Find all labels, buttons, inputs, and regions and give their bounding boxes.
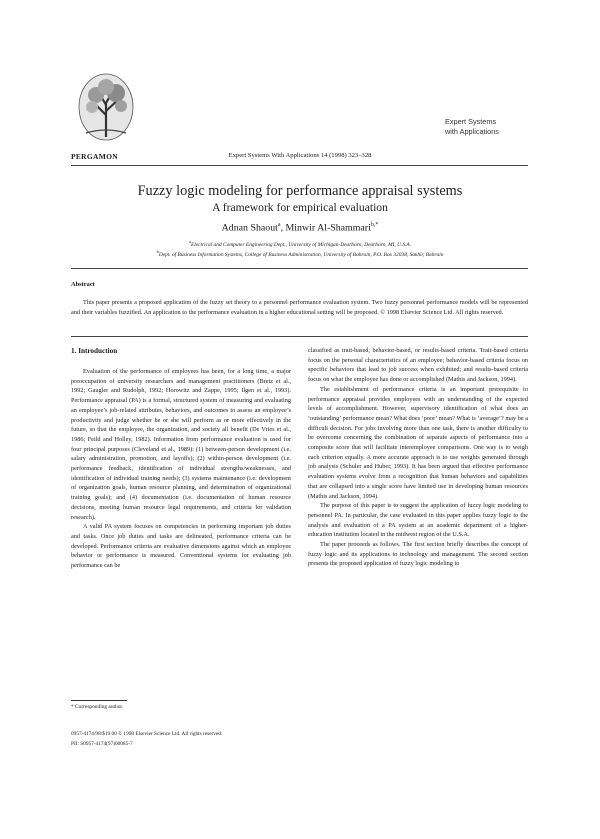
footnote: * Corresponding author.	[71, 704, 124, 710]
author-separator: ,	[280, 222, 286, 234]
affiliation-b: $^b$Dept. of Business Information Systems, College of Business Administration, University of Bahrain, P.O. Box 32038, Sakhir, Bahrain	[156, 249, 444, 258]
paragraph: A valid PA system focuses on competencies in performing important job duties and tasks. Once job duties and tasks are delineated, performance criteria can be developed. Performance criteria are evaluative dimensions against which an employee behavior or performance is measured. Conventional systems for evaluating job performance can be	[71, 523, 291, 570]
abstract-top-rule	[71, 268, 528, 269]
copyright-block	[71, 729, 222, 749]
author-2: Minwir Al-Shammari	[285, 222, 371, 234]
header-rule	[71, 165, 528, 166]
author-2-mark: b,*	[370, 222, 379, 228]
pii-line: PII: S0957-4174(97)00085-7	[71, 741, 133, 747]
abstract-text: This paper presents a proposed application of the fuzzy set theory to a personnel performance evaluation system. Two fuzzy personnel performance models will be represented and their variables fuzzified. An application to the performance evaluation in a higher educational setting will be proposed. © 1998 Elsevier Science Ltd. All rights reserved.	[71, 299, 528, 316]
paragraph: The paper proceeds as follows. The first section briefly describes the concept of fuzzy logic and its applications to technology and management. The second section presents the proposed application of fuzzy logic modeling to	[308, 541, 528, 568]
publisher-name: PERGAMON	[71, 152, 118, 161]
authors	[0, 222, 600, 233]
journal-name-line1: Expert Systems	[445, 117, 497, 126]
paragraph: Evaluation of the performance of employees has been, for a long time, a major preoccupation of university researchers and management practitioners (Bretz et al., 1992; Gaugler and Rudolph, 1992; Horowitz and Zappe, 1995; Ilgen et al., 1993). Performance appraisal (PA) is a formal, structured system of measuring and evaluating an employee’s job-related attributes, behaviors, and outcomes to assess an employee’s productivity and judge whether he or she will perform as or more effectively in the future, so that the employee, the organization, and society all benefit (De Vries et al., 1986; Feild and Holley, 1982). Information from performance evaluation is used for four principal purposes (Cleveland et al., 1989): (1) between-person development (i.e. salary administration, promotion, and layoffs); (2) within-person development (i.e. performance feedback, identification of individual strengths/weaknesses, and identification of individual training needs); (3) systems maintenance (i.e. development of organization goals, human resource planning, and determination of organizational training goals); and (4) documentation (i.e. documentation of human resource decisions, meeting human resource legal requirements, and criteria for validation research).	[71, 368, 291, 521]
footnote-rule	[71, 700, 127, 701]
body-column-left	[71, 367, 291, 571]
section-heading-introduction: 1. Introduction	[71, 347, 118, 355]
abstract-heading: Abstract	[71, 281, 95, 288]
paragraph: The establishment of performance criteria is an important prerequisite to performance appraisal provides employees with an understanding of the expected levels of accomplishment. However, supervisory identification of what does an ‘outstanding’ performance mean? What does ‘poor’ mean? What is ‘average’? may be a difficult decision. For jobs involving more than one task, there is another difficulty to be overcome concerning the combination of separate aspects of performance into a composite score that will facilitate interemployee comparisons. One way is to weigh each criterion equally. A more accurate approach is to use weights generated through job analysis (Schuler and Huber, 1993). It has been argued that effective performance evaluation systems evolve from a recognition that human behaviors and capabilities that are collapsed into a single score have limited use in developing human resources (Mathis and Jackson, 1994).	[308, 385, 528, 500]
abstract-bottom-rule	[71, 336, 528, 337]
affiliation-a: $^a$Electrical and Computer Engineering Dept., University of Michigan-Dearborn, Dearborn, MI, U.S.A.	[188, 239, 412, 248]
paragraph: classified as trait-based, behavior-based, or results-based criteria. Trait-based criteria focus on the personal characteristics of an employee; behavior-based criteria focus on specific behaviors that lead to job success when exhibited; and results-based criteria focus on what the employee has done or accomplished (Mathis and Jackson, 1994).	[308, 347, 528, 384]
author-1: Adnan Shaout	[221, 222, 278, 234]
journal-reference: Expert Systems With Applications 14 (1998) 323–328	[228, 152, 372, 159]
journal-name	[425, 117, 527, 151]
article-title: Fuzzy logic modeling for performance appraisal systems	[137, 183, 463, 199]
publisher-logo	[76, 73, 136, 147]
article-subtitle: A framework for empirical evaluation	[212, 201, 388, 214]
paragraph: The purpose of this paper is to suggest the application of fuzzy logic modeling to personnel PA. In particular, the case evaluated in this paper applies fuzzy logic to the analysis and evaluation of a PA system at an academic department of a higher-education institution located in the midwest region of the U.S.A.	[308, 502, 528, 539]
author-1-mark: a	[277, 222, 281, 228]
issn-line: 0957-4174/98/$19.00 © 1998 Elsevier Science Ltd. All rights reserved.	[71, 731, 223, 737]
body-column-right	[308, 346, 528, 569]
journal-name-line2: with Applications	[445, 127, 499, 136]
